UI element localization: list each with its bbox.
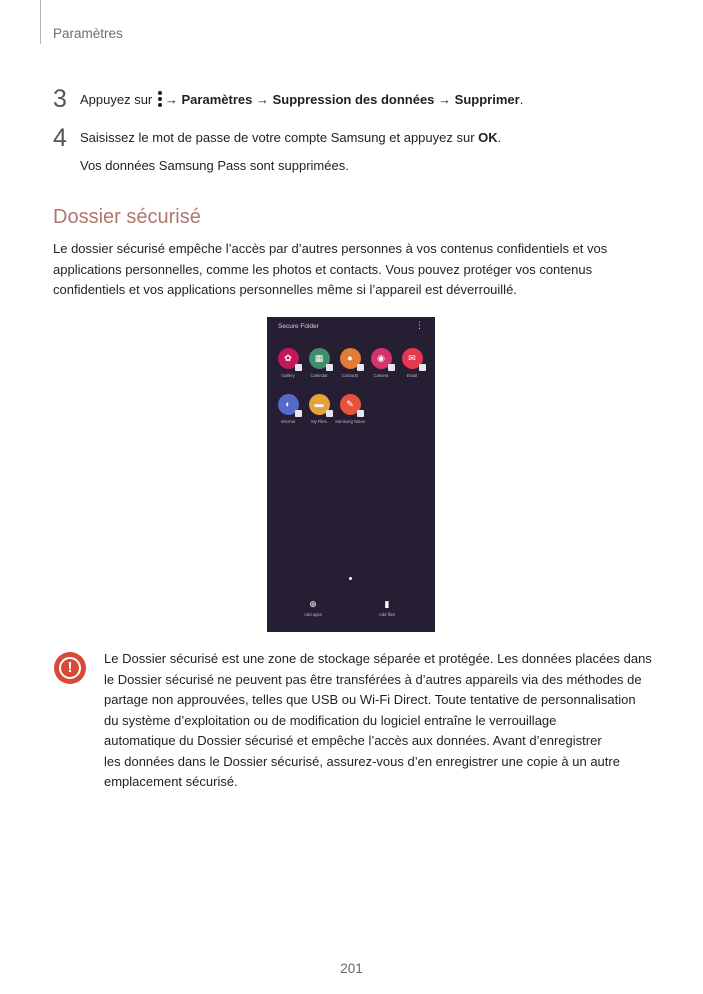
secure-folder-screenshot xyxy=(267,317,435,632)
my-files-icon: ▬ xyxy=(309,394,330,415)
camera-icon: ◉ xyxy=(371,348,392,369)
section-title: Dossier sécurisé xyxy=(53,206,201,228)
running-header: Paramètres xyxy=(53,26,123,41)
email-icon: ✉ xyxy=(402,348,423,369)
more-options-icon xyxy=(157,91,162,108)
step-result-note: Vos données Samsung Pass sont supprimées. xyxy=(80,158,349,173)
section-intro: Le dossier sécurisé empêche l’accès par d’autres personnes à vos contenus confidentiels et vos applications personnelles, comme les photos et contacts. Vous pouvez protéger vos contenus confidentiels et vos applications personnelles même si l’appareil est déverrouillé. xyxy=(53,241,608,297)
add-files-action: ▮ Add files xyxy=(367,599,407,617)
screenshot-title: Secure Folder xyxy=(278,323,319,330)
add-icon: ⊕ xyxy=(309,599,317,609)
app-internet: ◐ Internet xyxy=(272,394,304,424)
file-icon: ▮ xyxy=(384,599,390,609)
samsung-notes-icon: ✎ xyxy=(340,394,361,415)
warning-note: Le Dossier sécurisé est une zone de stockage séparée et protégée. Les données placées dans le Dossier sécurisé ne peuvent pas être transférées à d’autres appareils via des méthodes de partage non approuvées, telles que USB ou Wi-Fi Direct. Toute tentative de personnalisation du système d’exploitation ou de modification du logiciel entraîne le verrouillage automatique du Dossier sécurisé et empêche l’accès aux données. Avant d’enregistrer les données dans le Dossier sécurisé, assurez-vous d’en enregistrer une copie à un autre emplacement sécurisé. xyxy=(104,651,652,789)
warning-icon: ! xyxy=(54,652,86,684)
app-camera: ◉ Camera xyxy=(365,348,397,378)
step-instruction: Appuyez sur → Paramètres → Suppression des données → Supprimer. xyxy=(80,92,524,107)
step-number: 3 xyxy=(53,85,67,113)
app-contacts: ● Contacts xyxy=(334,348,366,378)
step-instruction: Saisissez le mot de passe de votre compte Samsung et appuyez sur OK. xyxy=(80,130,502,145)
gallery-icon: ✿ xyxy=(278,348,299,369)
calendar-icon: ▦ xyxy=(309,348,330,369)
step-number: 4 xyxy=(53,124,67,152)
app-email: ✉ Email xyxy=(396,348,428,378)
page-number: 201 xyxy=(340,961,363,976)
app-my-files: ▬ My Files xyxy=(303,394,335,424)
app-samsung-notes: ✎ Samsung Notes xyxy=(334,394,366,424)
internet-icon: ◐ xyxy=(278,394,299,415)
contacts-icon: ● xyxy=(340,348,361,369)
corner-mark xyxy=(40,0,41,44)
app-calendar: ▦ Calendar xyxy=(303,348,335,378)
add-apps-action: ⊕ Add apps xyxy=(293,599,333,617)
page-indicator-dot xyxy=(349,577,352,580)
app-gallery: ✿ Gallery xyxy=(272,348,304,378)
more-options-icon: ⋮ xyxy=(415,320,424,330)
